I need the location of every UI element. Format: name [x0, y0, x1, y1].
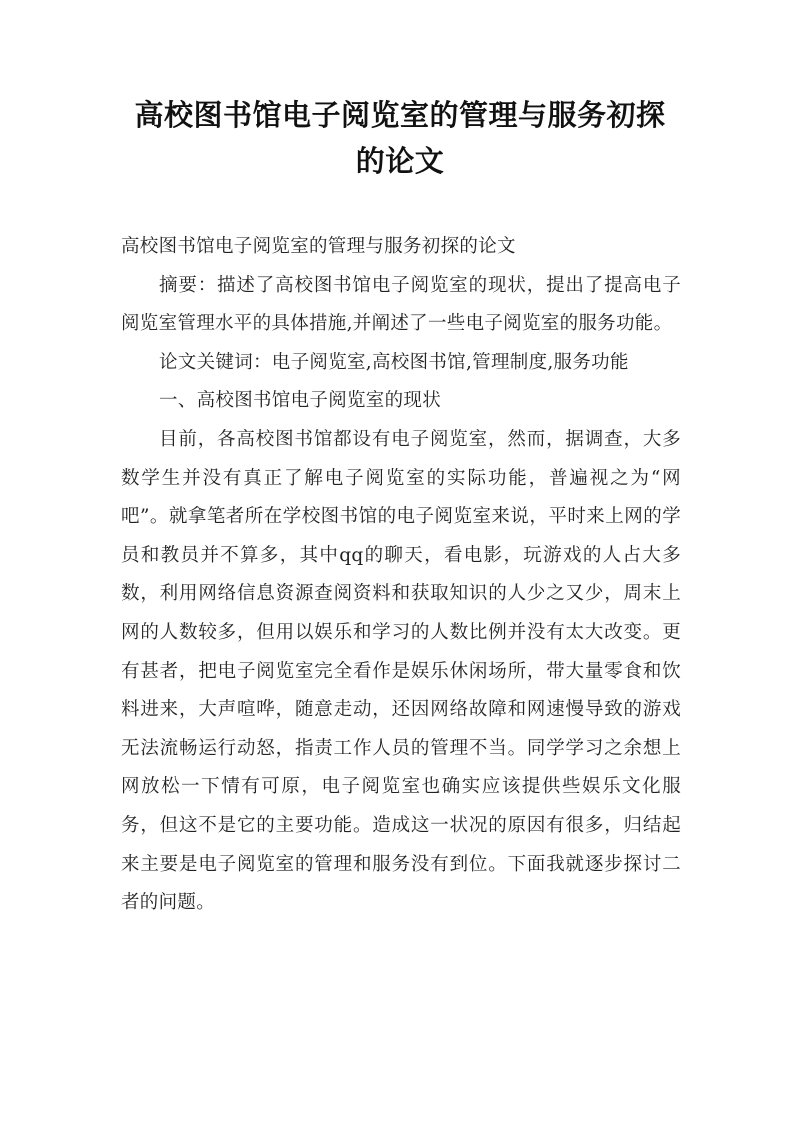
title-line-1: 高校图书馆电子阅览室的管理与服务初探 — [134, 98, 666, 132]
subtitle-paragraph: 高校图书馆电子阅览室的管理与服务初探的论文 — [121, 236, 516, 257]
section-heading: 一、高校图书馆电子阅览室的现状 — [159, 390, 442, 412]
document-body — [121, 228, 681, 923]
title-line-2: 的论文 — [355, 144, 445, 178]
abstract-paragraph: 摘要：描述了高校图书馆电子阅览室的现状，提出了提高电子阅览室管理水平的具体措施,并阐述了一些电子阅览室的服务功能。 — [121, 274, 681, 335]
body-paragraph: 目前，各高校图书馆都设有电子阅览室，然而，据调查，大多数学生并没有真正了解电子阅览室的实际功能，普遍视之为“网吧”。就拿笔者所在学校图书馆的电子阅览室来说，平时来上网的学员和教员并不算多，其中qq的聊天，看电影，玩游戏的人占大多数，利用网络信息资源查阅资料和获取知识的人少之又少，周末上网的人数较多，但用以娱乐和学习的人数比例并没有太大改变。更有甚者，把电子阅览室完全看作是娱乐休闲场所，带大量零食和饮料进来，大声喧哗，随意走动，还因网络故障和网速慢导致的游戏无法流畅运行动怒，指责工作人员的管理不当。同学学习之余想上网放松一下情有可原，电子阅览室也确实应该提供些娱乐文化服务，但这不是它的主要功能。造成这一状况的原因有很多，归结起来主要是电子阅览室的管理和服务没有到位。下面我就逐步探讨二者的问题。 — [121, 428, 681, 914]
document-title — [100, 92, 700, 184]
keywords-paragraph: 论文关键词：电子阅览室,高校图书馆,管理制度,服务功能 — [159, 351, 629, 373]
